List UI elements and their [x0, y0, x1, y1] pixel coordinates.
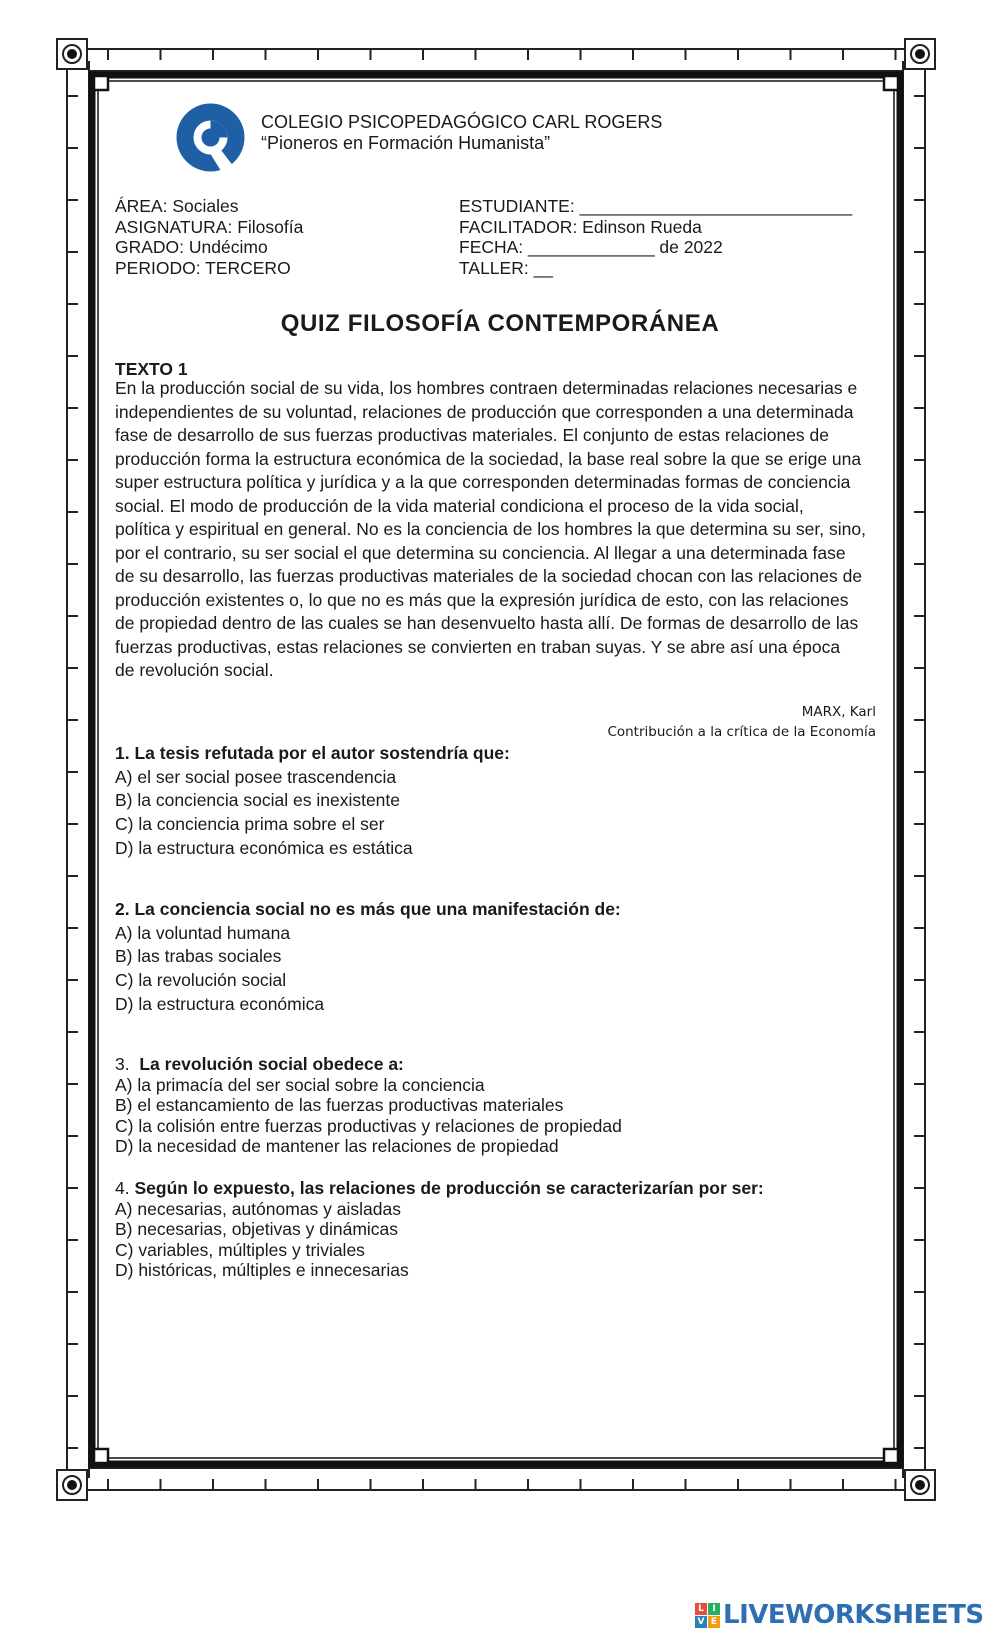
grade-field: GRADO: Undécimo: [115, 237, 268, 257]
workshop-field: TALLER: __: [459, 257, 554, 278]
answer-option[interactable]: A) necesarias, autónomas y aisladas: [115, 1198, 401, 1219]
question-3-title: 3. La revolución social obedece a:: [115, 1054, 404, 1074]
passage-line: política y espiritual en general. No es la conciencia de los hombres la que determina su ser, sino,: [115, 519, 866, 539]
answer-option[interactable]: C) variables, múltiples y triviales: [115, 1239, 365, 1260]
passage-line: de propiedad dentro de las cuales se han desenvuelto hasta allí. De formas de desarrollo de las: [115, 613, 859, 633]
answer-option[interactable]: B) las trabas sociales: [115, 946, 282, 967]
student-field: ESTUDIANTE: ____________________________: [459, 196, 853, 216]
passage-line: independientes de su voluntad, relaciones de producción que corresponden a una determinada: [115, 401, 854, 422]
passage-line: por el contrario, su ser social el que determina su conciencia. Al llegar a una determinada fase: [115, 542, 846, 563]
passage-line: En la producción social de su vida, los hombres contraen determinadas relaciones necesarias e: [115, 378, 858, 398]
passage-line: social. El modo de producción de la vida material condiciona el proceso de la vida social,: [115, 495, 804, 516]
passage-line: super estructura política y jurídica y a la que corresponden determinadas formas de conciencia: [115, 472, 851, 492]
answer-option[interactable]: B) la conciencia social es inexistente: [115, 790, 401, 811]
liveworksheets-logo-icon: L I V E: [695, 1603, 720, 1628]
facilitator-field: FACILITADOR: Edinson Rueda: [459, 216, 702, 237]
answer-option[interactable]: A) la voluntad humana: [115, 922, 291, 943]
answer-option[interactable]: C) la colisión entre fuerzas productivas y relaciones de propiedad: [115, 1115, 622, 1136]
liveworksheets-brand: LIVEWORKSHEETS: [723, 1600, 984, 1630]
answer-option[interactable]: D) históricas, múltiples e innecesarias: [115, 1260, 409, 1281]
answer-option[interactable]: A) el ser social posee trascendencia: [115, 766, 397, 787]
question-1-title: 1. La tesis refutada por el autor sostendría que:: [115, 743, 510, 763]
school-header: [261, 112, 662, 154]
question-4: [115, 1178, 764, 1281]
date-field: FECHA: _____________ de 2022: [459, 237, 723, 257]
question-4-title: 4. Según lo expuesto, las relaciones de producción se caracterizarían por ser:: [115, 1178, 764, 1198]
passage-line: de su desarrollo, las fuerzas productivas materiales de la sociedad chocan con las relaciones de: [115, 566, 863, 586]
question-2: [115, 898, 621, 1017]
citation-work: Contribución a la crítica de la Economía: [607, 724, 876, 740]
info-right: [459, 196, 852, 278]
page-title: QUIZ FILOSOFÍA CONTEMPORÁNEA: [280, 310, 720, 337]
answer-option[interactable]: C) la revolución social: [115, 970, 287, 991]
answer-option[interactable]: A) la primacía del ser social sobre la conciencia: [115, 1074, 485, 1095]
passage-line: producción forma la estructura económica de la sociedad, la base real sobre la que se erige una: [115, 448, 862, 469]
answer-option[interactable]: D) la necesidad de mantener las relaciones de propiedad: [115, 1136, 559, 1157]
text-heading: TEXTO 1: [115, 359, 188, 379]
passage-line: fase de desarrollo de sus fuerzas productivas materiales. El conjunto de estas relaciones de: [115, 425, 830, 445]
school-logo-icon: [174, 101, 247, 174]
citation-author: MARX, Karl: [801, 704, 876, 720]
question-2-title: 2. La conciencia social no es más que una manifestación de:: [115, 899, 621, 919]
answer-option[interactable]: C) la conciencia prima sobre el ser: [115, 814, 385, 835]
answer-option[interactable]: B) el estancamiento de las fuerzas productivas materiales: [115, 1095, 564, 1116]
answer-option[interactable]: B) necesarias, objetivas y dinámicas: [115, 1219, 399, 1240]
school-motto: “Pioneros en Formación Humanista”: [261, 133, 551, 153]
area-field: ÁREA: Sociales: [115, 196, 239, 216]
liveworksheets-watermark[interactable]: [695, 1599, 984, 1631]
answer-option[interactable]: D) la estructura económica es estática: [115, 837, 413, 858]
question-1: [115, 742, 510, 861]
passage-line: producción existentes o, lo que no es más que la expresión jurídica de esto, con las relaciones: [115, 589, 849, 610]
period-field: PERIODO: TERCERO: [115, 257, 291, 278]
reading-passage: [115, 377, 866, 683]
school-name: COLEGIO PSICOPEDAGÓGICO CARL ROGERS: [261, 112, 663, 132]
question-3: [115, 1054, 622, 1157]
subject-field: ASIGNATURA: Filosofía: [115, 216, 304, 237]
passage-line: fuerzas productivas, estas relaciones se convierten en traban suyas. Y se abre así una época: [115, 636, 841, 657]
passage-line: de revolución social.: [115, 660, 274, 680]
citation: [607, 702, 876, 742]
info-left: [115, 196, 303, 278]
answer-option[interactable]: D) la estructura económica: [115, 993, 325, 1014]
